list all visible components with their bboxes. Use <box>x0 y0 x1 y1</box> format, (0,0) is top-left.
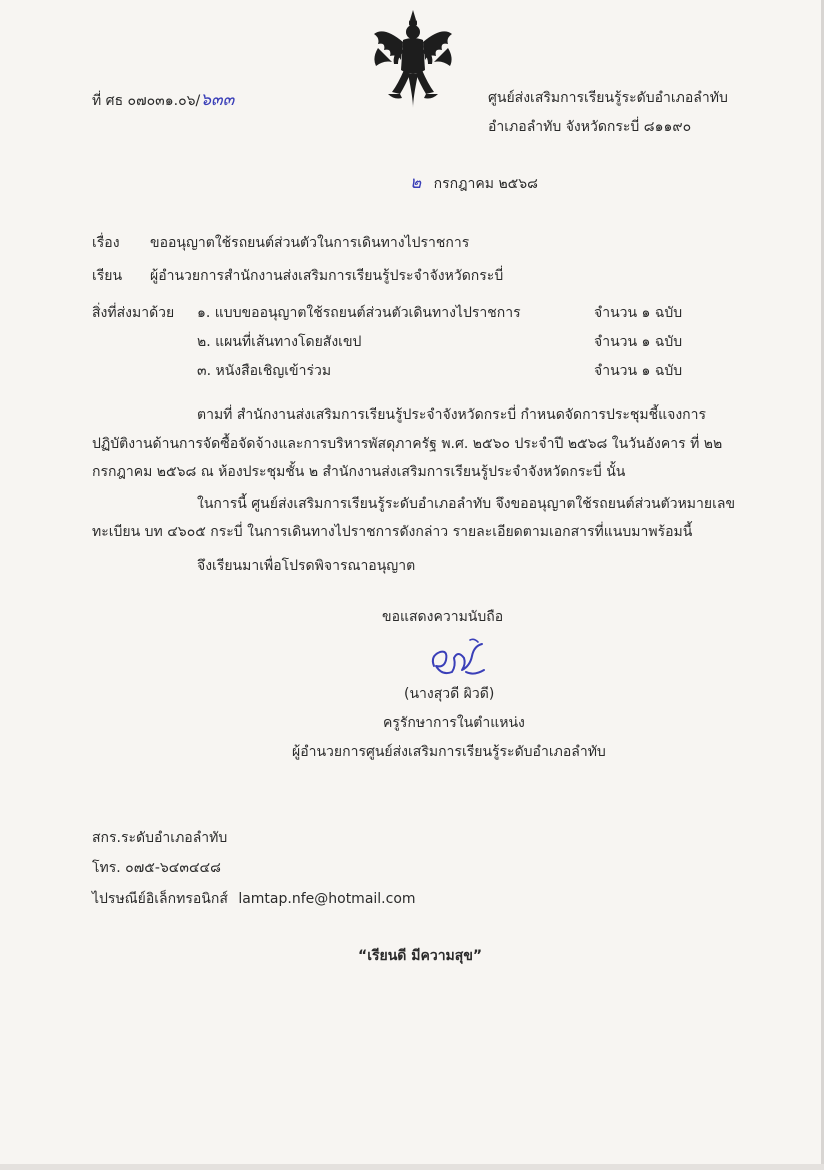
recipient-text: ผู้อำนวยการสำนักงานส่งเสริมการเรียนรู้ประจำจังหวัดกระบี่ <box>150 268 504 284</box>
body-para1-line1: ตามที่ สำนักงานส่งเสริมการเรียนรู้ประจำจังหวัดกระบี่ กำหนดจัดการประชุมชี้แจงการ <box>197 407 707 423</box>
subject-text: ขออนุญาตใช้รถยนต์ส่วนตัวในการเดินทางไปราชการ <box>150 235 470 251</box>
scan-edge-bottom <box>0 1164 824 1170</box>
attachment-item-2: ๒. แผนที่เส้นทางโดยสังเขป <box>197 334 362 350</box>
reference-number <box>92 90 234 111</box>
garuda-emblem-icon <box>370 8 456 112</box>
letter-date <box>410 173 538 194</box>
body-para2-line2: ทะเบียน บท ๔๖๐๕ กระบี่ ในการเดินทางไปราชการดังกล่าว รายละเอียดตามเอกสารที่แนบมาพร้อมนี้ <box>92 524 693 540</box>
subject-label: เรื่อง <box>92 235 120 251</box>
handwritten-signature-icon <box>426 636 488 682</box>
salutation: ขอแสดงความนับถือ <box>382 609 504 625</box>
reference-handwritten: ๖๓๓ <box>200 90 235 110</box>
signer-position-1: ครูรักษาการในตำแหน่ง <box>383 715 525 731</box>
footer-email <box>92 889 416 909</box>
attachment-qty-1: จำนวน ๑ ฉบับ <box>594 305 683 321</box>
attachments-label: สิ่งที่ส่งมาด้วย <box>92 305 175 321</box>
body-para1-line3: กรกฎาคม ๒๕๖๘ ณ ห้องประชุมชั้น ๒ สำนักงานส่งเสริมการเรียนรู้ประจำจังหวัดกระบี่ นั้น <box>92 464 626 480</box>
closing-request: จึงเรียนมาเพื่อโปรดพิจารณาอนุญาต <box>197 558 416 574</box>
footer-office: สกร.ระดับอำเภอลำทับ <box>92 830 228 846</box>
body-para2-line1: ในการนี้ ศูนย์ส่งเสริมการเรียนรู้ระดับอำเภอลำทับ จึงขออนุญาตใช้รถยนต์ส่วนตัวหมายเลข <box>197 496 736 512</box>
footer-slogan: “เรียนดี มีความสุข” <box>358 948 483 964</box>
reference-prefix: ที่ ศธ ๐๗๐๓๑.๐๖/ <box>92 93 201 109</box>
footer-phone: โทร. ๐๗๕-๖๔๓๔๔๘ <box>92 860 221 876</box>
org-name: ศูนย์ส่งเสริมการเรียนรู้ระดับอำเภอลำทับ <box>488 90 728 106</box>
footer-email-label: ไปรษณีย์อิเล็กทรอนิกส์ <box>92 891 228 907</box>
signer-name: (นางสุวดี ผิวดี) <box>404 686 495 702</box>
org-address: อำเภอลำทับ จังหวัดกระบี่ ๘๑๑๙๐ <box>488 119 692 135</box>
body-para1-line2: ปฏิบัติงานด้านการจัดซื้อจัดจ้างและการบริหารพัสดุภาครัฐ พ.ศ. ๒๕๖๐ ประจำปี ๒๕๖๘ ในวันอังคาร ที่ ๒๒ <box>92 436 723 452</box>
footer-email-address: lamtap.nfe@hotmail.com <box>238 891 416 907</box>
attachment-qty-2: จำนวน ๑ ฉบับ <box>594 334 683 350</box>
date-day-handwritten: ๒ <box>410 173 422 193</box>
attachment-item-1: ๑. แบบขออนุญาตใช้รถยนต์ส่วนตัวเดินทางไปราชการ <box>197 305 521 321</box>
signer-position-2: ผู้อำนวยการศูนย์ส่งเสริมการเรียนรู้ระดับอำเภอลำทับ <box>292 744 606 760</box>
recipient-label: เรียน <box>92 268 123 284</box>
attachment-item-3: ๓. หนังสือเชิญเข้าร่วม <box>197 363 332 379</box>
date-month-year: กรกฎาคม ๒๕๖๘ <box>433 176 538 192</box>
attachment-qty-3: จำนวน ๑ ฉบับ <box>594 363 683 379</box>
